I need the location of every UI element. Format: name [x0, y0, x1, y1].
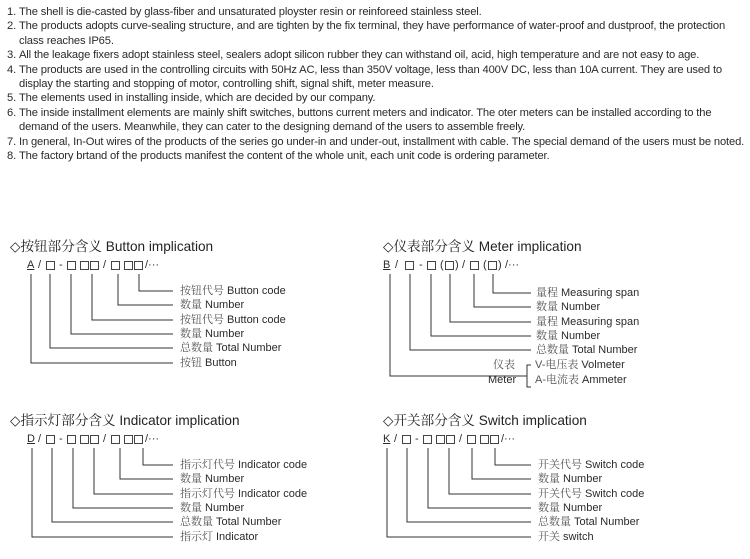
- label-meter-cn: 仪表: [493, 359, 515, 371]
- label-volmeter: V-电压表 Volmeter: [535, 359, 625, 371]
- label-indicator-code: 指示灯代号 Indicator code: [180, 488, 308, 500]
- note-item: 8. The factory brtand of the products manifest the content of the whole unit, each unit code is ordering parameter.: [7, 149, 747, 163]
- label-total-number: 总数量 Total Number: [180, 516, 282, 528]
- label-measuring-span: 量程 Measuring span: [536, 287, 640, 299]
- code-prefix: D: [27, 433, 35, 445]
- notes-list: [7, 5, 747, 163]
- label-number: 数量 Number: [180, 328, 245, 340]
- label-number: 数量 Number: [180, 502, 245, 514]
- note-item: 2. The products adopts curve-sealing structure, and are tighten by the fix terminal, they have performance of water-proof and dustproof, the protection class reaches IP65.: [7, 19, 747, 48]
- section-title: ◇按钮部分含义 Button implication: [10, 239, 214, 254]
- label-switch: 开关 switch: [538, 531, 594, 543]
- note-text: The products are used in the controlling circuits with 50Hz AC, less than 350V voltage, less than 400V DC, less than 10A current. They are used to display the starting and stopping of motor, controlling shift, signal shift, meter measure.: [19, 63, 722, 91]
- code-prefix: A: [27, 259, 35, 271]
- label-total-number: 总数量 Total Number: [536, 344, 638, 356]
- note-text: In general, In-Out wires of the products of the series go under-in and under-out, installment with cable. The special demand of the users must be noted.: [19, 135, 745, 148]
- label-indicator-code: 指示灯代号 Indicator code: [180, 459, 308, 471]
- label-number: 数量 Number: [538, 473, 603, 485]
- label-number: 数量 Number: [536, 330, 601, 342]
- label-button: 按钮 Button: [180, 357, 237, 369]
- label-switch-code: 开关代号 Switch code: [538, 488, 645, 500]
- label-number: 数量 Number: [180, 299, 245, 311]
- note-text: All the leakage fixers adopt stainless steel, sealers adopt silicon rubber they can withstand oil, acid, high temperature and are not easy to age.: [19, 49, 700, 62]
- note-item: 5. The elements used in installing inside, which are decided by our company.: [7, 91, 747, 105]
- note-text: The products adopts curve-sealing structure, and are tighten by the fix terminal, they have performance of water-proof and dustproof, the protection class reaches IP65.: [19, 20, 726, 47]
- label-indicator: 指示灯 Indicator: [180, 531, 259, 543]
- label-button-code: 按钮代号 Button code: [180, 285, 286, 297]
- note-text: The shell is die-casted by glass-fiber and unsaturated ployster resin or reinforeed stainless steel.: [19, 6, 482, 18]
- switch-implication-section: ◇开关部分含义 Switch implication K / - / /··· 开关代号 Switch code 数量 Number 开关代号 Switch code 数量 Number 总数量 Total Number 开关 switch: [383, 409, 743, 559]
- section-title: ◇开关部分含义 Switch implication: [383, 413, 587, 428]
- label-meter-en: Meter: [488, 374, 517, 386]
- label-ammeter: A-电流表 Ammeter: [535, 374, 627, 386]
- note-item: 1. The shell is die-casted by glass-fiber and unsaturated ployster resin or reinforeed stainless steel.: [7, 5, 747, 19]
- label-measuring-span: 量程 Measuring span: [536, 316, 640, 328]
- label-number: 数量 Number: [536, 301, 601, 313]
- section-title: ◇仪表部分含义 Meter implication: [383, 239, 582, 254]
- label-button-code: 按钮代号 Button code: [180, 314, 286, 326]
- label-total-number: 总数量 Total Number: [538, 516, 640, 528]
- label-number: 数量 Number: [180, 473, 245, 485]
- button-implication-section: ◇按钮部分含义 Button implication A / - / /··· 按钮代号 Button code 数量 Number 按钮代号 Button code 数量 Number 总数量 Total Number 按钮 Button: [10, 235, 370, 385]
- note-item: 7. In general, In-Out wires of the products of the series go under-in and under-out, installment with cable. The special demand of the users must be noted.: [7, 135, 747, 149]
- label-number: 数量 Number: [538, 502, 603, 514]
- note-item: 4. The products are used in the controlling circuits with 50Hz AC, less than 350V voltage, less than 400V DC, less than 10A current. They are used to display the starting and stopping of motor, controlling shift, signal shift, meter measure.: [7, 63, 747, 92]
- meter-implication-section: ◇仪表部分含义 Meter implication B / - ( ) / ( ) /··· 量程 Measuring span 数量 Number 量程 Measuring span 数量 Number 总数量 Total Number 仪表 Meter V-电压表 Volmeter A-电流表 Ammeter: [383, 235, 743, 385]
- indicator-implication-section: ◇指示灯部分含义 Indicator implication D / - / /··· 指示灯代号 Indicator code 数量 Number 指示灯代号 Indicator code 数量 Number 总数量 Total Number 指示灯 Indicator: [10, 409, 370, 559]
- note-text: The factory brtand of the products manifest the content of the whole unit, each unit code is ordering parameter.: [19, 150, 550, 163]
- note-item: 6. The inside installment elements are mainly shift switches, buttons current meters and indicator. The oter meters can be installed according to the demand of the users. Meanwhile, they can cater to the designing demand of the users to assemble freely.: [7, 106, 747, 135]
- code-prefix: K: [383, 433, 391, 445]
- note-item: 3. All the leakage fixers adopt stainless steel, sealers adopt silicon rubber they can withstand oil, acid, high temperature and are not easy to age.: [7, 48, 747, 62]
- code-prefix: B: [383, 259, 391, 271]
- label-switch-code: 开关代号 Switch code: [538, 459, 645, 471]
- note-text: The inside installment elements are mainly shift switches, buttons current meters and indicator. The oter meters can be installed according to the demand of the users. Meanwhile, they can cater to the designing demand of the users to assemble freely.: [19, 106, 712, 134]
- note-text: The elements used in installing inside, which are decided by our company.: [19, 92, 376, 105]
- label-total-number: 总数量 Total Number: [180, 342, 282, 354]
- section-title: ◇指示灯部分含义 Indicator implication: [10, 413, 240, 428]
